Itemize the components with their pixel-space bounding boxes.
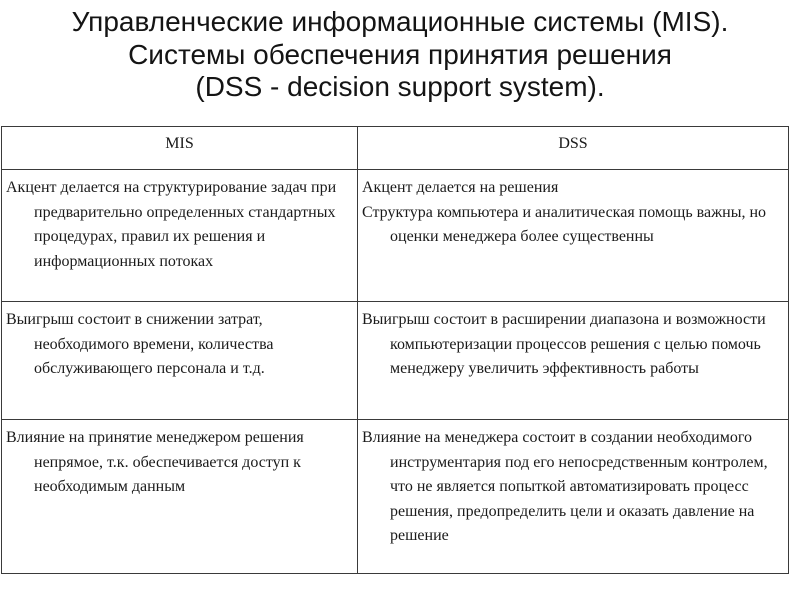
title-line-3: (DSS - decision support system).: [195, 71, 605, 102]
comparison-table: [1, 126, 789, 574]
column-header-dss: DSS: [358, 127, 789, 170]
title-line-1: Управленческие информационные системы (MIS).: [71, 6, 729, 37]
mis-cell: [2, 170, 358, 302]
cell-paragraph: Акцент делается на структурирование задач при предварительно определенных стандартных процедурах, правил их решения и информационных потоках: [6, 179, 337, 270]
dss-cell: [358, 302, 789, 420]
dss-cell: [358, 420, 789, 574]
table-row: [2, 420, 789, 574]
cell-paragraph: Выигрыш состоит в расширении диапазона и возможности компьютеризации процессов решения с целью помочь менеджеру увеличить эффективность работы: [362, 311, 766, 377]
table-row: [2, 170, 789, 302]
cell-paragraph: Влияние на принятие менеджером решения непрямое, т.к. обеспечивается доступ к необходимым данным: [6, 429, 304, 495]
dss-cell: [358, 170, 789, 302]
cell-paragraph: Структура компьютера и аналитическая помощь важны, но оценки менеджера более существенны: [362, 203, 767, 245]
page-title: [0, 6, 800, 104]
table-header-row: [2, 127, 789, 170]
table-row: [2, 302, 789, 420]
cell-paragraph: Выигрыш состоит в снижении затрат, необходимого времени, количества обслуживающего персонала и т.д.: [6, 311, 274, 377]
column-header-mis: MIS: [2, 127, 358, 170]
mis-cell: [2, 420, 358, 574]
title-line-2: Системы обеспечения принятия решения: [128, 38, 672, 70]
cell-paragraph: Акцент делается на решения: [362, 179, 559, 196]
cell-paragraph: Влияние на менеджера состоит в создании необходимого инструментария под его непосредственным контролем, что не является попыткой автоматизировать процесс решения, предопределить цели и оказать давление на решение: [362, 429, 768, 544]
mis-cell: [2, 302, 358, 420]
